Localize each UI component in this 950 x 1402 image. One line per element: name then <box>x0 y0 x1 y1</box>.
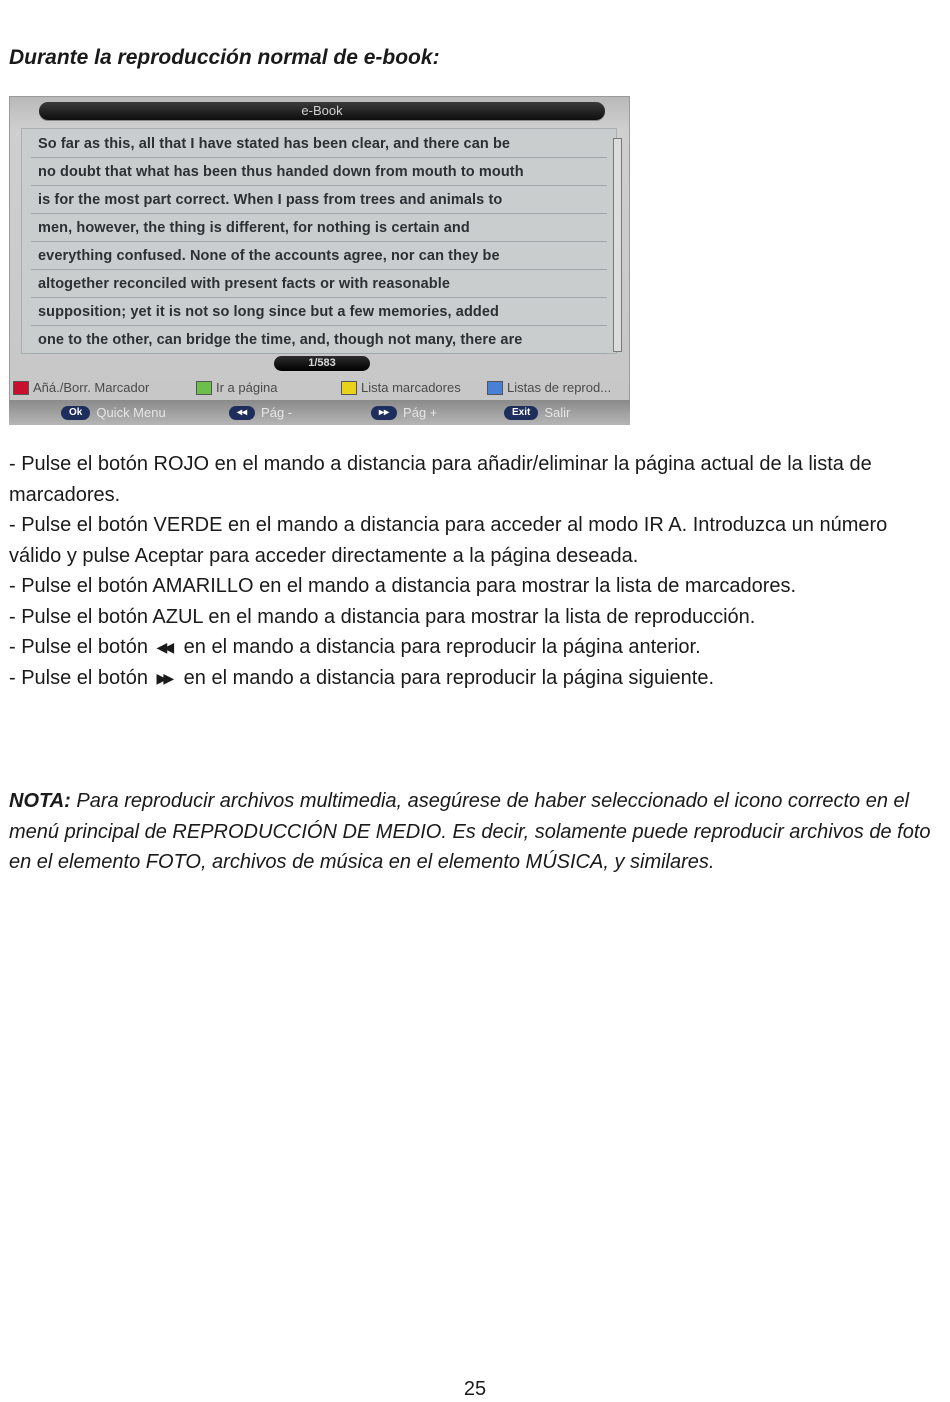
green-key-icon <box>196 381 212 395</box>
section-heading: Durante la reproducción normal de e-book: <box>9 46 440 69</box>
ebook-text-line: is for the most part correct. When I pass from trees and animals to <box>31 186 607 214</box>
ebook-color-legend <box>9 377 630 399</box>
ebook-text-line: altogether reconciled with present facts or with reasonable <box>31 270 607 298</box>
legend-blue-playlist[interactable] <box>487 380 611 395</box>
page-number: 25 <box>463 1378 487 1400</box>
instruction-green: - Pulse el botón VERDE en el mando a distancia para acceder al modo IR A. Introduzca un número válido y pulse Aceptar para acceder directamente a la página deseada. <box>9 514 888 567</box>
yellow-key-icon <box>341 381 357 395</box>
rewind-icon: ◀◀ <box>156 639 171 655</box>
note-label: NOTA: <box>9 790 71 812</box>
legend-red-bookmark[interactable] <box>13 380 149 395</box>
ebook-scrollbar[interactable] <box>613 138 622 352</box>
ebook-text-line: no doubt that what has been thus handed down from mouth to mouth <box>31 158 607 186</box>
note-text: Para reproducir archivos multimedia, asegúrese de haber seleccionado el icono correcto en el menú principal de REPRODUCCIÓN DE MEDIO. Es decir, solamente puede reproducir archivos de foto en el elemento FOTO, archivos de música en el elemento MÚSICA, y similares. <box>9 790 931 873</box>
legend-yellow-bookmarks[interactable] <box>341 380 461 395</box>
footer-exit[interactable] <box>504 405 570 420</box>
footer-label: Salir <box>544 405 571 420</box>
rewind-key-icon: ◂◂ <box>229 406 255 420</box>
blue-key-icon <box>487 381 503 395</box>
ebook-title-bar: e-Book <box>39 102 605 120</box>
instruction-suffix: en el mando a distancia para reproducir la página anterior. <box>183 636 701 658</box>
ebook-text-line: one to the other, can bridge the time, and, though not many, there are <box>31 326 607 354</box>
legend-green-goto[interactable] <box>196 380 277 395</box>
footer-label: Pág - <box>261 405 293 420</box>
ebook-footer-bar <box>9 400 630 425</box>
footer-label: Quick Menu <box>96 405 166 420</box>
ebook-text-page <box>21 128 617 354</box>
ebook-text-line: supposition; yet it is not so long since but a few memories, added <box>31 298 607 326</box>
legend-label: Listas de reprod... <box>507 380 612 395</box>
ok-key-icon: Ok <box>61 406 90 420</box>
instruction-red: - Pulse el botón ROJO en el mando a distancia para añadir/eliminar la página actual de la lista de marcadores. <box>9 453 872 506</box>
forward-key-icon: ▸▸ <box>371 406 397 420</box>
legend-label: Añá./Borr. Marcador <box>33 380 150 395</box>
legend-label: Ir a página <box>216 380 278 395</box>
instruction-prefix: - Pulse el botón <box>9 636 148 658</box>
red-key-icon <box>13 381 29 395</box>
note-paragraph <box>9 786 944 878</box>
instruction-previous-page <box>9 632 944 663</box>
footer-quick-menu[interactable] <box>61 405 166 420</box>
instruction-prefix: - Pulse el botón <box>9 666 148 689</box>
ebook-page-indicator: 1/583 <box>274 356 370 371</box>
instruction-suffix: en el mando a distancia para reproducir la página siguiente. <box>183 666 714 689</box>
ebook-text-line: everything confused. None of the accounts agree, nor can they be <box>31 242 607 270</box>
instruction-blue: - Pulse el botón AZUL en el mando a distancia para mostrar la lista de reproducción. <box>9 605 756 628</box>
ebook-text-line: men, however, the thing is different, for nothing is certain and <box>31 214 607 242</box>
ebook-text-line: So far as this, all that I have stated has been clear, and there can be <box>31 130 607 158</box>
footer-prev-page[interactable] <box>229 405 292 420</box>
exit-key-icon: Exit <box>504 406 538 420</box>
instructions-list <box>9 449 944 693</box>
ebook-screenshot <box>9 96 630 425</box>
footer-label: Pág + <box>403 405 438 420</box>
footer-next-page[interactable] <box>371 405 437 420</box>
legend-label: Lista marcadores <box>361 380 461 395</box>
instruction-next-page <box>9 663 944 694</box>
fast-forward-icon: ▶▶ <box>156 669 171 686</box>
instruction-yellow: - Pulse el botón AMARILLO en el mando a distancia para mostrar la lista de marcadores. <box>9 575 797 597</box>
